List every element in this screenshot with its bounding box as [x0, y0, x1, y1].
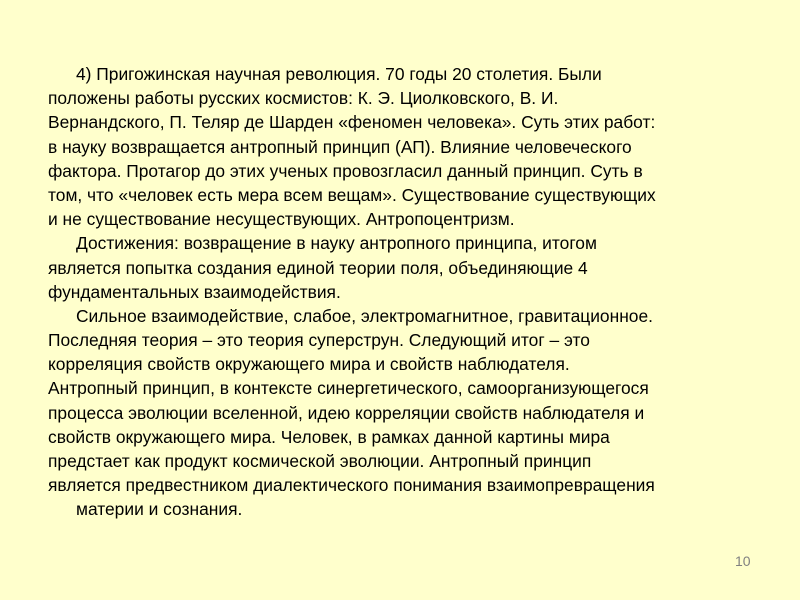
text-line: корреляция свойств окружающего мира и свойств наблюдателя.: [48, 354, 570, 375]
page-number: 10: [735, 553, 751, 569]
text-line: Достижения: возвращение в науку антропного принципа, итогом: [76, 233, 597, 254]
text-line: свойств окружающего мира. Человек, в рамках данной картины мира: [48, 426, 610, 447]
text-line: является попытка создания единой теории поля, объединяющие 4: [48, 257, 588, 278]
slide-body-text: [48, 62, 760, 522]
text-line: Антропный принцип, в контексте синергетического, самоорганизующегося: [48, 378, 649, 399]
text-line: материи и сознания.: [76, 499, 243, 520]
text-line: фактора. Протагор до этих ученых провозгласил данный принцип. Суть в: [48, 160, 643, 181]
text-line: 4) Пригожинская научная революция. 70 годы 20 столетия. Были: [76, 64, 602, 84]
text-line: Последняя теория – это теория суперструн. Следующий итог – это: [48, 330, 590, 351]
text-line: процесса эволюции вселенной, идею корреляции свойств наблюдателя и: [48, 402, 645, 423]
text-line: фундаментальных взаимодействия.: [48, 281, 341, 302]
text-line: предстает как продукт космической эволюции. Антропный принцип: [48, 451, 592, 471]
text-line: Сильное взаимодействие, слабое, электромагнитное, гравитационное.: [76, 305, 653, 326]
text-line: Вернандского, П. Теляр де Шарден «феномен человека». Суть этих работ:: [48, 112, 656, 133]
text-line: и не существование несуществующих. Антропоцентризм.: [48, 209, 515, 230]
text-line: является предвестником диалектического понимания взаимопревращения: [48, 475, 655, 496]
text-line: в науку возвращается антропный принцип (АП). Влияние человеческого: [48, 136, 632, 157]
text-line: том, что «человек есть мера всем вещам». Существование существующих: [48, 184, 656, 205]
text-line: положены работы русских космистов: К. Э. Циолковского, В. И.: [48, 88, 559, 109]
